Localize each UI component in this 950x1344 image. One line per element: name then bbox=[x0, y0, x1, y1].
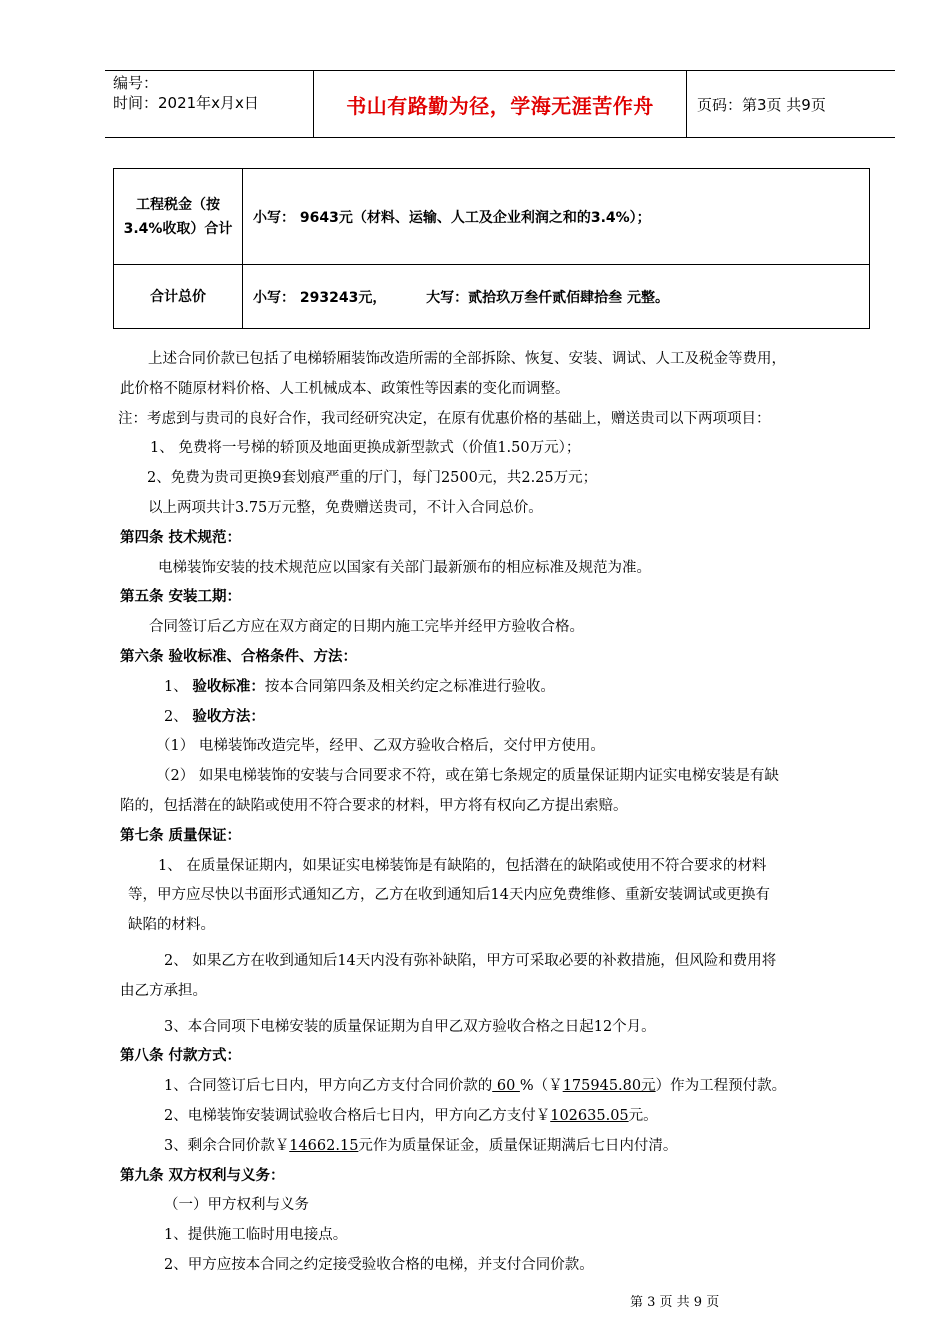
time-label: 时间：2021年x月x日 bbox=[113, 94, 259, 112]
prepay-percent: 60 bbox=[492, 1078, 520, 1095]
retention-amount: 14662.15 bbox=[289, 1137, 359, 1154]
article-7-title: 第七条 质量保证： bbox=[120, 827, 242, 844]
tax-value: 小写： 9643元（材料、运输、人工及企业利润之和的3.4%）； bbox=[243, 169, 870, 265]
paragraph: 陷的，包括潜在的缺陷或使用不符合要求的材料，甲方将有权向乙方提出索赔。 bbox=[120, 797, 628, 814]
paragraph: 电梯装饰安装的技术规范应以国家有关部门最新颁布的相应标准及规范为准。 bbox=[158, 559, 651, 576]
paragraph: 缺陷的材料。 bbox=[128, 917, 215, 934]
note: 注：考虑到与贵司的良好合作，我司经研究决定，在原有优惠价格的基础上，赠送贵司以下两项项目： bbox=[118, 410, 771, 427]
list-item: （2） 如果电梯装饰的安装与合同要求不符，或在第七条规定的质量保证期内证实电梯安装是有缺 bbox=[156, 768, 779, 785]
subsection-title: （一）甲方权利与义务 bbox=[164, 1197, 309, 1214]
paragraph: 合同签订后乙方应在双方商定的日期内施工完毕并经甲方验收合格。 bbox=[149, 619, 584, 636]
article-6-title: 第六条 验收标准、合格条件、方法： bbox=[120, 648, 358, 665]
list-item: 1、合同签订后七日内，甲方向乙方支付合同价款的 60 %（￥175945.80元）作为工程预付款。 bbox=[164, 1078, 787, 1095]
note-item: 以上两项共计3.75万元整，免费赠送贵司，不计入合同总价。 bbox=[148, 499, 543, 516]
cost-table bbox=[113, 168, 870, 329]
page-footer: 第 3 页 共 9 页 bbox=[630, 1295, 720, 1310]
header-motto: 书山有路勤为径，学海无涯苦作舟 bbox=[313, 71, 687, 137]
note-item: 1、 免费将一号梯的轿顶及地面更换成新型款式（价值1.50万元）； bbox=[150, 440, 581, 457]
contract-body bbox=[120, 345, 880, 1281]
tax-label: 工程税金（按3.4%收取）合计 bbox=[114, 169, 243, 265]
list-item: 3、剩余合同价款￥14662.15元作为质量保证金，质量保证期满后七日内付清。 bbox=[164, 1137, 678, 1154]
list-item: （1） 电梯装饰改造完毕，经甲、乙双方验收合格后，交付甲方使用。 bbox=[156, 738, 605, 755]
list-item: 2、 如果乙方在收到通知后14天内没有弥补缺陷，甲方可采取必要的补救措施，但风险和费用将 bbox=[164, 952, 777, 969]
paragraph: 由乙方承担。 bbox=[120, 982, 207, 999]
list-item: 1、 在质量保证期内，如果证实电梯装饰是有缺陷的，包括潜在的缺陷或使用不符合要求的材料 bbox=[158, 857, 767, 874]
article-8-title: 第八条 付款方式： bbox=[120, 1048, 242, 1065]
note-item: 2、免费为贵司更换9套划痕严重的厅门，每门2500元，共2.25万元； bbox=[147, 470, 598, 487]
total-label: 合计总价 bbox=[114, 265, 243, 329]
list-item: 2、甲方应按本合同之约定接受验收合格的电梯，并支付合同价款。 bbox=[164, 1256, 594, 1273]
inline-heading: 验收方法： bbox=[192, 708, 265, 725]
prepay-amount: 175945.80元 bbox=[562, 1078, 656, 1095]
list-item: 2、 验收方法： bbox=[164, 708, 265, 725]
paragraph: 上述合同价款已包括了电梯轿厢装饰改造所需的全部拆除、恢复、安装、调试、人工及税金等费用， bbox=[148, 351, 786, 367]
second-payment-amount: 102635.05 bbox=[550, 1107, 629, 1124]
header-meta bbox=[105, 71, 313, 137]
number-label: 编号： bbox=[113, 74, 159, 92]
header-page-info: 页码：第3页 共9页 bbox=[697, 95, 826, 114]
list-item: 3、本合同项下电梯安装的质量保证期为自甲乙双方验收合格之日起12个月。 bbox=[164, 1018, 656, 1035]
paragraph: 等，甲方应尽快以书面形式通知乙方，乙方在收到通知后14天内应免费维修、重新安装调试或更换有 bbox=[128, 887, 770, 904]
list-item: 1、 验收标准：按本合同第四条及相关约定之标准进行验收。 bbox=[164, 678, 555, 695]
page-header bbox=[105, 70, 895, 138]
total-value bbox=[243, 265, 870, 329]
article-5-title: 第五条 安装工期： bbox=[120, 589, 242, 606]
article-4-title: 第四条 技术规范： bbox=[120, 529, 242, 546]
total-small: 小写： 293243元， bbox=[253, 289, 387, 306]
article-9-title: 第九条 双方权利与义务： bbox=[120, 1167, 285, 1184]
total-row bbox=[114, 265, 870, 329]
list-item: 1、提供施工临时用电接点。 bbox=[164, 1227, 348, 1244]
paragraph: 此价格不随原材料价格、人工机械成本、政策性等因素的变化而调整。 bbox=[120, 380, 570, 397]
list-item: 2、电梯装饰安装调试验收合格后七日内，甲方向乙方支付￥102635.05元。 bbox=[164, 1107, 658, 1124]
total-big: 大写：贰拾玖万叁仟贰佰肆拾叁 元整。 bbox=[426, 289, 669, 306]
tax-row bbox=[114, 169, 870, 265]
inline-heading: 验收标准： bbox=[192, 678, 265, 695]
